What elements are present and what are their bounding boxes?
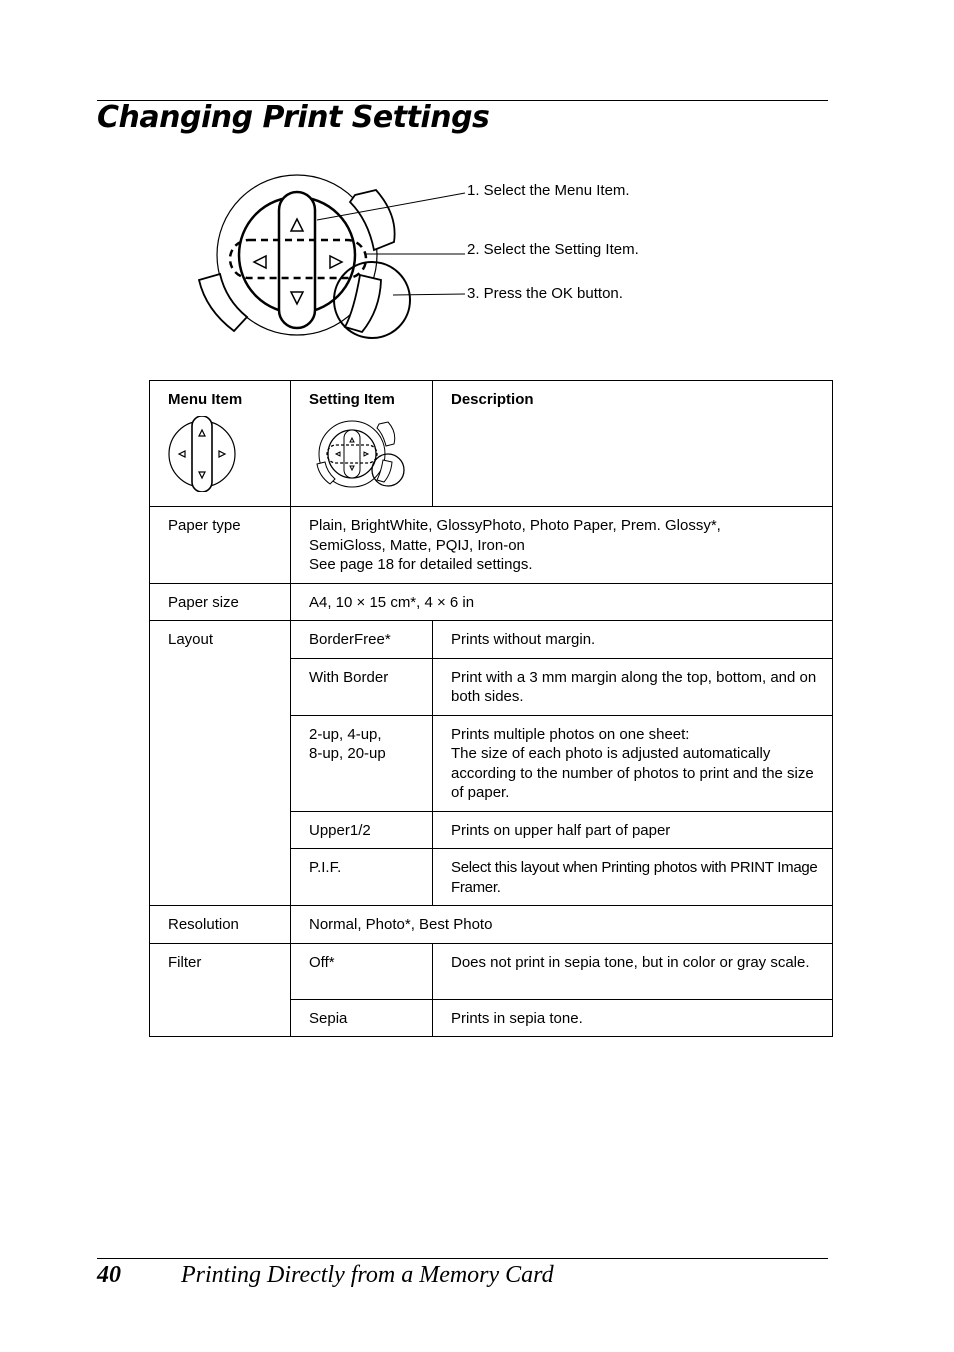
filter-description: Does not print in sepia tone, but in color or gray scale.	[433, 943, 833, 999]
layout-setting: 2-up, 4-up, 8-up, 20-up	[291, 715, 433, 811]
callout-press-ok: 3. Press the OK button.	[467, 285, 623, 302]
layout-description: Print with a 3 mm margin along the top, bottom, and on both sides.	[433, 658, 833, 715]
table-row-paper-size	[150, 583, 833, 621]
header-setting-item	[291, 381, 433, 507]
dpad-vertical-pill	[279, 192, 315, 328]
filter-setting: Off*	[291, 943, 433, 999]
menu-paper-size: Paper size	[150, 583, 291, 621]
menu-layout: Layout	[150, 621, 291, 906]
layout-setting: With Border	[291, 658, 433, 715]
dpad-vertical-icon	[168, 416, 244, 492]
print-settings-table	[149, 380, 833, 1037]
header-description	[433, 381, 833, 507]
table-row-paper-type	[150, 507, 833, 584]
callout-select-setting-item: 2. Select the Setting Item.	[467, 241, 639, 258]
bottom-rule	[97, 1258, 828, 1259]
footer-page-number: 40	[97, 1262, 121, 1288]
paper-type-value: Plain, BrightWhite, GlossyPhoto, Photo Paper, Prem. Glossy*, SemiGloss, Matte, PQIJ, Iron-on See page 18 for detailed settings.	[291, 507, 833, 584]
control-panel-diagram	[190, 170, 470, 350]
layout-setting: Upper1/2	[291, 811, 433, 849]
footer-section-title: Printing Directly from a Memory Card	[181, 1262, 554, 1288]
stop-button-shape	[350, 190, 395, 250]
filter-description: Prints in sepia tone.	[433, 999, 833, 1037]
table-header-row	[150, 381, 833, 507]
left-arrow-icon	[254, 256, 266, 268]
callout-select-menu-item: 1. Select the Menu Item.	[467, 182, 630, 199]
layout-description: Prints without margin.	[433, 621, 833, 659]
filter-setting: Sepia	[291, 999, 433, 1037]
header-description-label: Description	[451, 391, 534, 408]
header-menu-item-label: Menu Item	[168, 391, 243, 408]
menu-filter: Filter	[150, 943, 291, 1037]
ok-button-shape	[345, 275, 381, 332]
table-row-layout-borderfree	[150, 621, 833, 659]
paper-size-value: A4, 10 × 15 cm*, 4 × 6 in	[291, 583, 833, 621]
page-title: Changing Print Settings	[97, 100, 490, 135]
header-menu-item	[150, 381, 291, 507]
dpad-horizontal-icon	[309, 416, 409, 496]
back-button-shape	[199, 274, 247, 331]
right-arrow-icon	[330, 256, 342, 268]
layout-setting: P.I.F.	[291, 849, 433, 906]
layout-description: Prints on upper half part of paper	[433, 811, 833, 849]
menu-paper-type: Paper type	[150, 507, 291, 584]
table-row-filter-off	[150, 943, 833, 999]
header-setting-item-label: Setting Item	[309, 391, 395, 408]
leader-line-3	[393, 294, 465, 295]
layout-description: Select this layout when Printing photos with PRINT Image Framer.	[433, 849, 833, 906]
layout-description: Prints multiple photos on one sheet: The size of each photo is adjusted automatically according to the number of photos to print and the size of paper.	[433, 715, 833, 811]
resolution-value: Normal, Photo*, Best Photo	[291, 906, 833, 944]
layout-setting: BorderFree*	[291, 621, 433, 659]
menu-resolution: Resolution	[150, 906, 291, 944]
table-row-resolution	[150, 906, 833, 944]
